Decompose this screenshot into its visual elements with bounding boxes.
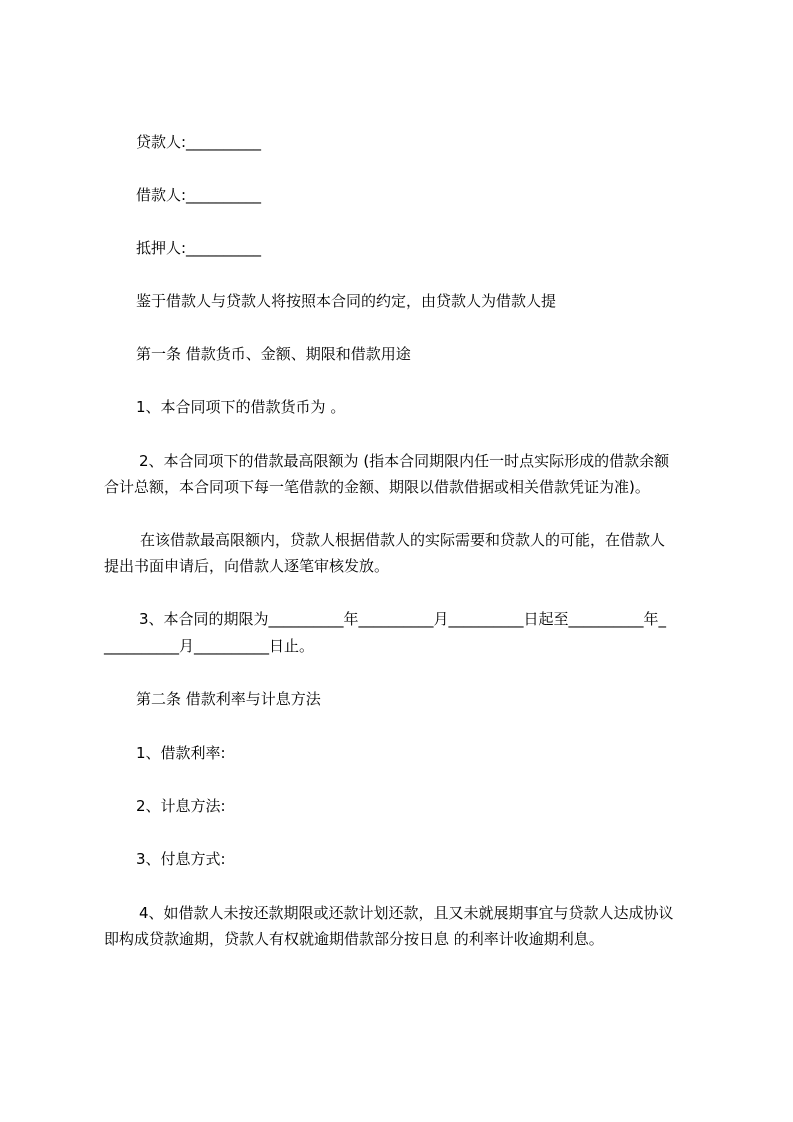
article2-item4-line1: 4、如借款人未按还款期限或还款计划还款，且又未就展期事宜与贷款人达成协议 [139,904,674,922]
article1-item3-line2: __________月__________日止。 [104,637,315,655]
article1-para-line1: 在该借款最高限额内，贷款人根据借款人的实际需要和贷款人的可能，在借款人 [140,531,666,549]
lender-line: 贷款人:__________ [136,133,262,151]
article2-item1: 1、借款利率: [136,744,226,762]
article2-item2: 2、计息方法: [136,797,226,815]
borrower-line: 借款人:__________ [136,186,262,204]
article2-item4-line2: 即构成贷款逾期，贷款人有权就逾期借款部分按日息 的利率计收逾期利息。 [104,930,604,948]
mortgagor-line: 抵押人:__________ [136,239,262,257]
article1-item2-line2: 合计总额，本合同项下每一笔借款的金额、期限以借款借据或相关借款凭证为准)。 [104,478,650,496]
article2-title: 第二条 借款利率与计息方法 [136,690,321,708]
article1-item2-line1: 2、本合同项下的借款最高限额为 (指本合同期限内任一时点实际形成的借款余额 [139,452,670,470]
article2-item3: 3、付息方式: [136,850,226,868]
article1-item1: 1、本合同项下的借款货币为 。 [136,398,346,416]
article1-item3-line1: 3、本合同的期限为__________年__________月__________日起至__________年_ [139,610,667,628]
preamble-paragraph: 鉴于借款人与贷款人将按照本合同的约定，由贷款人为借款人提 [136,292,557,310]
article1-title: 第一条 借款货币、金额、期限和借款用途 [136,345,411,363]
article1-para-line2: 提出书面申请后，向借款人逐笔审核发放。 [104,557,390,575]
